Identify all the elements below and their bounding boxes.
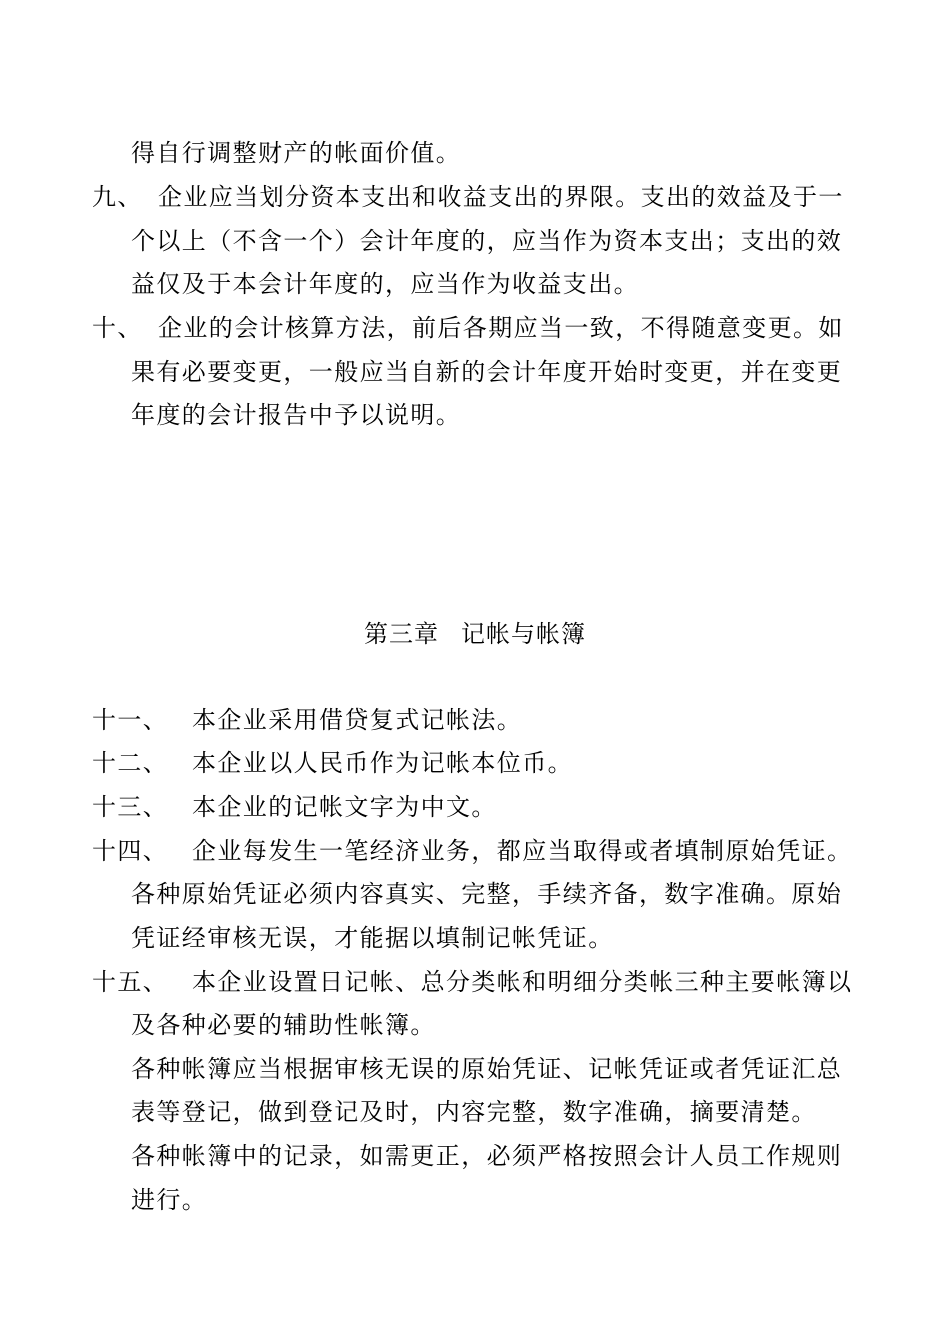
item-10-line-3: 年度的会计报告中予以说明。: [131, 401, 462, 429]
item-10-number: 十、: [92, 314, 143, 342]
item-13-line-1: 本企业的记帐文字为中文。: [192, 793, 497, 821]
item-9-line-3: 益仅及于本会计年度的，应当作为收益支出。: [131, 270, 639, 298]
chapter-number: 第三章: [364, 620, 439, 648]
item-13-number: 十三、: [92, 793, 169, 821]
item-10-line-1: 企业的会计核算方法，前后各期应当一致，不得随意变更。如: [158, 314, 844, 342]
continuation-line: 得自行调整财产的帐面价值。: [131, 139, 462, 167]
item-14-line-2: 各种原始凭证必须内容真实、完整，手续齐备，数字准确。原始: [131, 880, 843, 908]
item-12-number: 十二、: [92, 749, 169, 777]
item-15-number: 十五、: [92, 968, 169, 996]
item-15-line-2: 及各种必要的辅助性帐簿。: [131, 1011, 436, 1039]
item-9-line-1: 企业应当划分资本支出和收益支出的界限。支出的效益及于一: [158, 183, 844, 211]
item-11-number: 十一、: [92, 706, 169, 734]
item-10-line-2: 果有必要变更，一般应当自新的会计年度开始时变更，并在变更: [131, 358, 843, 386]
item-15-line-1: 本企业设置日记帐、总分类帐和明细分类帐三种主要帐簿以: [192, 968, 853, 996]
item-14-line-3: 凭证经审核无误，才能据以填制记帐凭证。: [131, 924, 614, 952]
item-15-line-6: 进行。: [131, 1186, 208, 1214]
item-11-line-1: 本企业采用借贷复式记帐法。: [192, 706, 523, 734]
item-12-line-1: 本企业以人民币作为记帐本位币。: [192, 749, 573, 777]
item-9-line-2: 个以上（不含一个）会计年度的，应当作为资本支出；支出的效: [131, 227, 843, 255]
item-15-line-5: 各种帐簿中的记录，如需更正，必须严格按照会计人员工作规则: [131, 1142, 843, 1170]
item-14-number: 十四、: [92, 837, 169, 865]
item-15-line-3: 各种帐簿应当根据审核无误的原始凭证、记帐凭证或者凭证汇总: [131, 1055, 843, 1083]
item-14-line-1: 企业每发生一笔经济业务，都应当取得或者填制原始凭证。: [192, 837, 853, 865]
item-15-line-4: 表等登记，做到登记及时，内容完整，数字准确，摘要清楚。: [131, 1098, 817, 1126]
chapter-name: 记帐与帐簿: [461, 620, 586, 648]
chapter-title: [0, 619, 950, 649]
item-9-number: 九、: [92, 183, 143, 211]
